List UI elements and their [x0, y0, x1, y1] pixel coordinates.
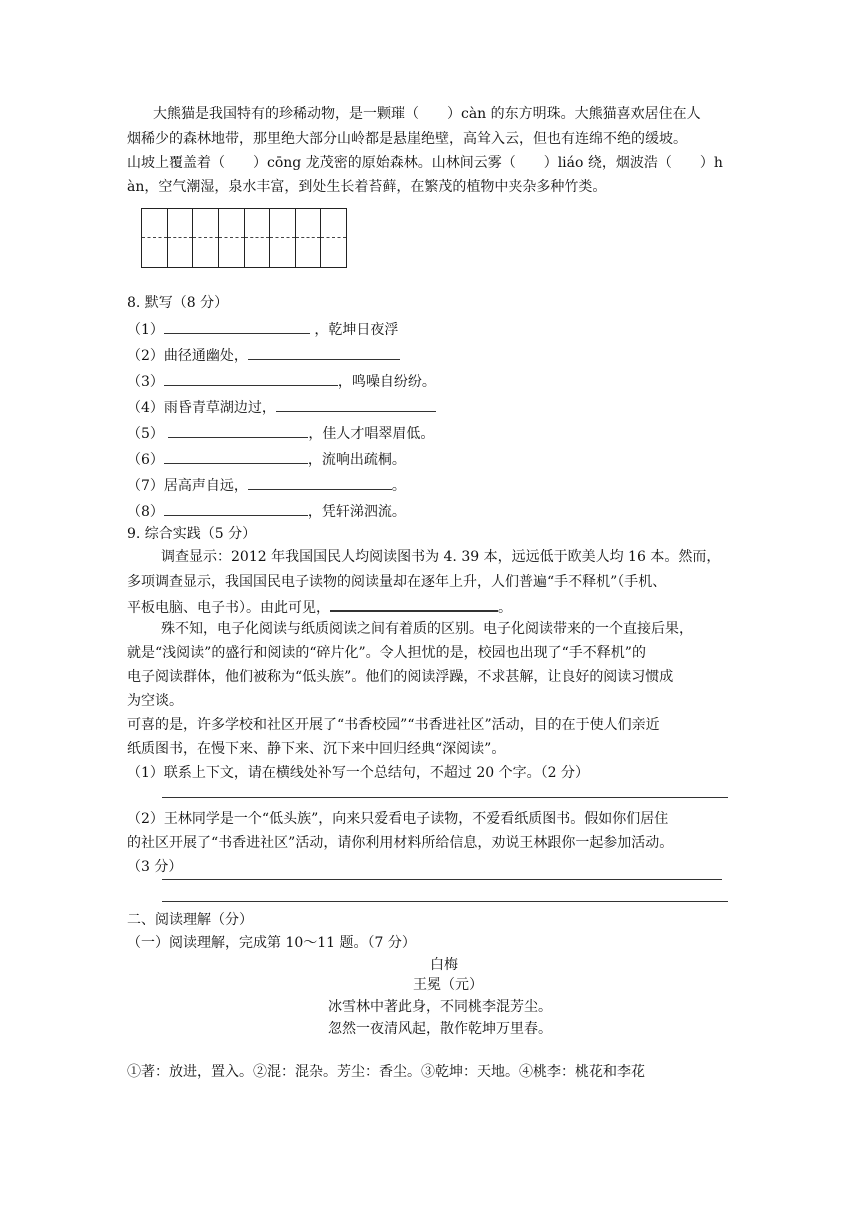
q9-p1-line-2: 多项调查显示，我国国民电子读物的阅读量却在逐年上升，人们普遍“手不释机”（手机、	[127, 574, 667, 590]
q9-sub2-line-3: （3 分）	[127, 859, 183, 875]
q9-sub1: （1）联系上下文，请在横线处补写一个总结句，不超过 20 个字。（2 分）	[127, 765, 589, 781]
q9-sub2-line-1: （2）王林同学是一个“低头族”，向来只爱看电子读物，不爱看纸质图书。假如你们居住	[127, 811, 669, 827]
answer-blank[interactable]	[164, 501, 308, 516]
passage-line-4: àn，空气潮湿，泉水丰富，到处生长着苔藓，在繁茂的植物中夹杂多种竹类。	[127, 179, 607, 195]
poem-line-2: 忽然一夜清风起，散作乾坤万里春。	[328, 1021, 552, 1037]
summary-blank[interactable]	[330, 596, 498, 612]
q8-item-7: （7）居高声自远， 。	[127, 475, 406, 497]
q9-p3-line-1: 可喜的是，许多学校和社区开展了“书香校园”“书香进社区”活动，目的在于使人们亲近	[127, 717, 660, 733]
q8-item-1: （1） ，乾坤日夜浮	[127, 319, 398, 341]
q8-item-5: （5） ，佳人才唱翠眉低。	[127, 423, 434, 445]
q9-p2-line-3: 电子阅读群体，他们被称为“低头族”。他们的阅读浮躁，不求甚解，让良好的阅读习惯成	[127, 669, 674, 685]
q8-item-2: （2）曲径通幽处，	[127, 345, 400, 367]
writing-grid[interactable]	[141, 208, 347, 268]
poem-title: 白梅	[430, 957, 458, 973]
grid-cell[interactable]	[168, 209, 194, 267]
answer-line[interactable]	[162, 879, 722, 880]
grid-cell[interactable]	[142, 209, 168, 267]
grid-cell[interactable]	[296, 209, 322, 267]
q9-p2-line-2: 就是“浅阅读”的盛行和阅读的“碎片化”。令人担忧的是，校园也出现了“手不释机”的	[127, 645, 646, 661]
q9-p2-line-1: 殊不知，电子化阅读与纸质阅读之间有着质的区别。电子化阅读带来的一个直接后果，	[161, 621, 693, 637]
answer-blank[interactable]	[248, 345, 400, 360]
q9-title: 9. 综合实践（5 分）	[127, 526, 257, 542]
poem-notes: ①著：放进，置入。②混：混杂。芳尘：香尘。③乾坤：天地。④桃李：桃花和李花	[127, 1064, 645, 1080]
answer-line[interactable]	[162, 797, 728, 798]
answer-blank[interactable]	[164, 319, 310, 334]
q9-p1-line-1: 调查显示：2012 年我国国民人均阅读图书为 4. 39 本，远远低于欧美人均 16 本。然而，	[161, 549, 721, 565]
grid-cell[interactable]	[321, 209, 346, 267]
answer-blank[interactable]	[276, 397, 436, 412]
answer-blank[interactable]	[164, 371, 338, 386]
q9-p2-line-4: 为空谈。	[127, 693, 183, 709]
answer-blank[interactable]	[168, 423, 308, 438]
grid-cell[interactable]	[193, 209, 219, 267]
q9-sub2-line-2: 的社区开展了“书香进社区”活动，请你利用材料所给信息，劝说王林跟你一起参加活动。	[127, 835, 674, 851]
answer-blank[interactable]	[164, 449, 308, 464]
poem-author: 王冕（元）	[413, 977, 483, 993]
answer-line[interactable]	[162, 901, 728, 902]
grid-cell[interactable]	[219, 209, 245, 267]
passage-line-3: 山坡上覆盖着（ ）cōng 龙茂密的原始森林。山林间云雾（ ）liáo 绕，烟波浩（ ）h	[127, 155, 723, 171]
answer-blank[interactable]	[248, 475, 392, 490]
q8-item-6: （6） ，流响出疏桐。	[127, 449, 406, 471]
q8-item-8: （8） ，凭轩涕泗流。	[127, 501, 406, 523]
poem-line-1: 冰雪林中著此身，不同桃李混芳尘。	[328, 999, 552, 1015]
q9-p3-line-2: 纸质图书，在慢下来、静下来、沉下来中回归经典“深阅读”。	[127, 741, 506, 757]
grid-cell[interactable]	[270, 209, 296, 267]
q8-item-3: （3） ，鸣噪自纷纷。	[127, 371, 436, 393]
passage-line-2: 烟稀少的森林地带，那里绝大部分山岭都是悬崖绝壁，高耸入云，但也有连绵不绝的缓坡。	[127, 131, 687, 147]
section2-sub: （一）阅读理解，完成第 10～11 题。（7 分）	[127, 935, 416, 951]
passage-line-1: 大熊猫是我国特有的珍稀动物，是一颗璀（ ）càn 的东方明珠。大熊猫喜欢居住在人	[153, 106, 701, 122]
grid-cell[interactable]	[245, 209, 271, 267]
q8-title: 8. 默写（8 分）	[127, 295, 229, 311]
section2-title: 二、阅读理解（分）	[127, 912, 253, 928]
q8-item-4: （4）雨昏青草湖边过，	[127, 397, 436, 419]
q9-p1-line-3: 平板电脑、电子书）。由此可见， 。	[127, 596, 512, 619]
